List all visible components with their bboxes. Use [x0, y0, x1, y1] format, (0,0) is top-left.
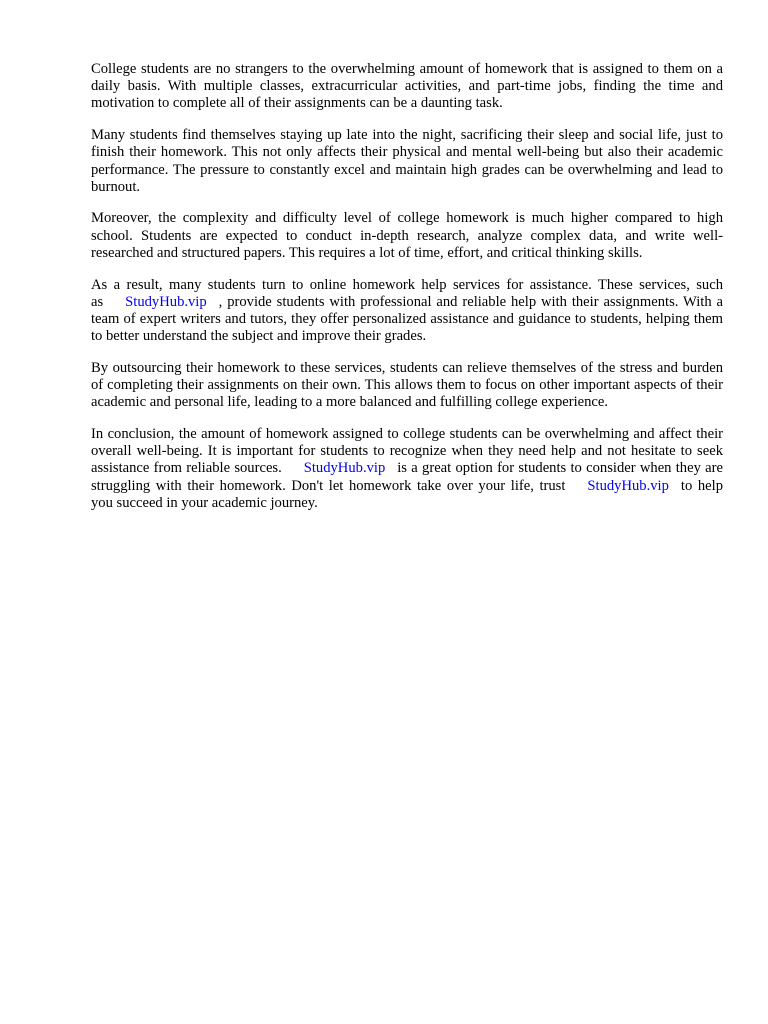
paragraph-4-text-after: , provide students with professional and reliable help with their assignments. With a team of expert writers and tutors, they offer personalized assistance and guidance to students, helping them to better understand the subject and improve their grades. — [91, 293, 723, 345]
studyhub-link[interactable]: StudyHub.vip — [587, 477, 669, 494]
paragraph-6-text-3: to help you succeed in your academic journey. — [91, 477, 723, 511]
studyhub-link[interactable]: StudyHub.vip — [303, 460, 386, 477]
paragraph-3: Moreover, the complexity and difficulty level of college homework is much higher compared to high school. Students are expected to conduct in-depth research, analyze complex data, and write well-researched and structured papers. This requires a lot of time, effort, and critical thinking skills. — [91, 210, 723, 261]
paragraph-1: College students are no strangers to the overwhelming amount of homework that is assigned to them on a daily basis. With multiple classes, extracurricular activities, and part-time jobs, finding the time and motivation to complete all of their assignments can be a daunting task. — [91, 61, 723, 112]
studyhub-link[interactable]: StudyHub.vip — [125, 293, 207, 310]
document-body — [91, 61, 723, 526]
paragraph-4-text-before: As a result, many students turn to online homework help services for assistance. These services, such as — [91, 276, 723, 310]
paragraph-6 — [91, 426, 723, 512]
paragraph-6-text-2: is a great option for students to consider when they are struggling with their homework. Don't let homework take over your life, trust — [91, 460, 723, 494]
paragraph-2: Many students find themselves staying up late into the night, sacrificing their sleep and social life, just to finish their homework. This not only affects their physical and mental well-being but also their academic performance. The pressure to constantly excel and maintain high grades can be overwhelming and lead to burnout. — [91, 127, 723, 195]
paragraph-4 — [91, 277, 723, 346]
paragraph-6-text-1: In conclusion, the amount of homework assigned to college students can be overwhelming and affect their overall well-being. It is important for students to recognize when they need help and not hesitate to seek assistance from reliable sources. — [91, 425, 723, 477]
paragraph-5: By outsourcing their homework to these services, students can relieve themselves of the stress and burden of completing their assignments on their own. This allows them to focus on other important aspects of their academic and personal life, leading to a more balanced and fulfilling college experience. — [91, 359, 723, 411]
